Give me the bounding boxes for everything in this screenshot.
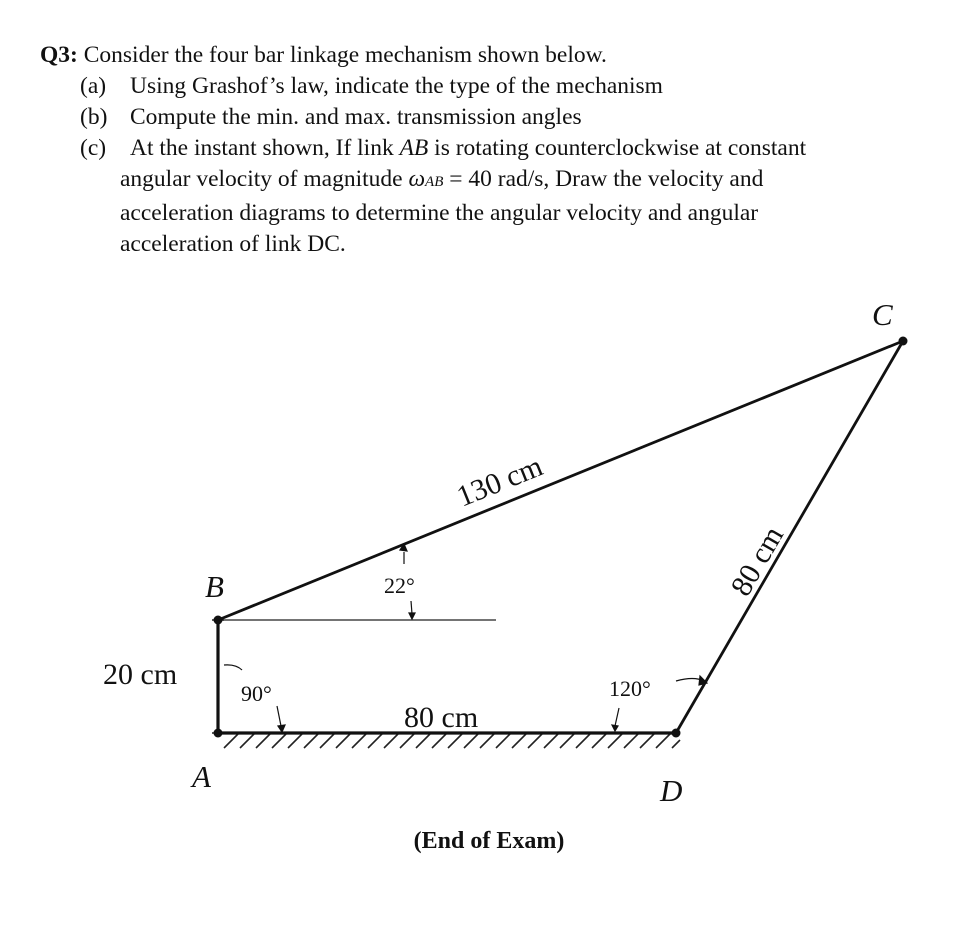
- angle-label-d: 120°: [609, 676, 651, 701]
- part-c-line2-start: angular velocity of magnitude: [120, 166, 409, 192]
- question-number: Q3:: [40, 42, 78, 68]
- angle-label-a: 90°: [241, 681, 272, 706]
- part-c-tag: (c): [80, 135, 107, 161]
- label-c: C: [872, 297, 893, 332]
- dim-label-bc: 130 cm: [452, 449, 548, 514]
- angle-label-b: 22°: [384, 573, 415, 598]
- part-c-link-ab: AB: [399, 135, 429, 161]
- end-of-exam: (End of Exam): [413, 828, 565, 854]
- joint-d: [672, 729, 681, 738]
- dim-label-ad: 80 cm: [404, 701, 479, 734]
- label-a: A: [192, 759, 211, 794]
- ground-hatching: [224, 734, 680, 748]
- part-a-text: Using Grashof’s law, indicate the type of the mechanism: [130, 73, 663, 99]
- omega-subscript: AB: [425, 174, 444, 190]
- part-c-line1-start: At the instant shown, If link: [130, 135, 400, 161]
- part-c-line2-end: = 40 rad/s, Draw the velocity and: [443, 166, 764, 192]
- part-c-line4: acceleration of link DC.: [120, 231, 346, 257]
- dim-label-dc: 80 cm: [724, 520, 791, 602]
- part-a-tag: (a): [80, 73, 107, 99]
- joint-c: [899, 337, 908, 346]
- dim-label-ab: 20 cm: [103, 658, 178, 691]
- part-c-line1-end: is rotating counterclockwise at constant: [428, 135, 807, 161]
- label-b: B: [205, 569, 224, 604]
- omega-symbol: ω: [408, 166, 426, 192]
- part-b-tag: (b): [80, 104, 108, 130]
- label-d: D: [660, 773, 683, 808]
- part-c-line3: acceleration diagrams to determine the angular velocity and angular: [120, 200, 759, 226]
- question-intro: Consider the four bar linkage mechanism shown below.: [83, 42, 607, 68]
- link-bc: [218, 341, 903, 620]
- part-b-text: Compute the min. and max. transmission angles: [130, 104, 582, 130]
